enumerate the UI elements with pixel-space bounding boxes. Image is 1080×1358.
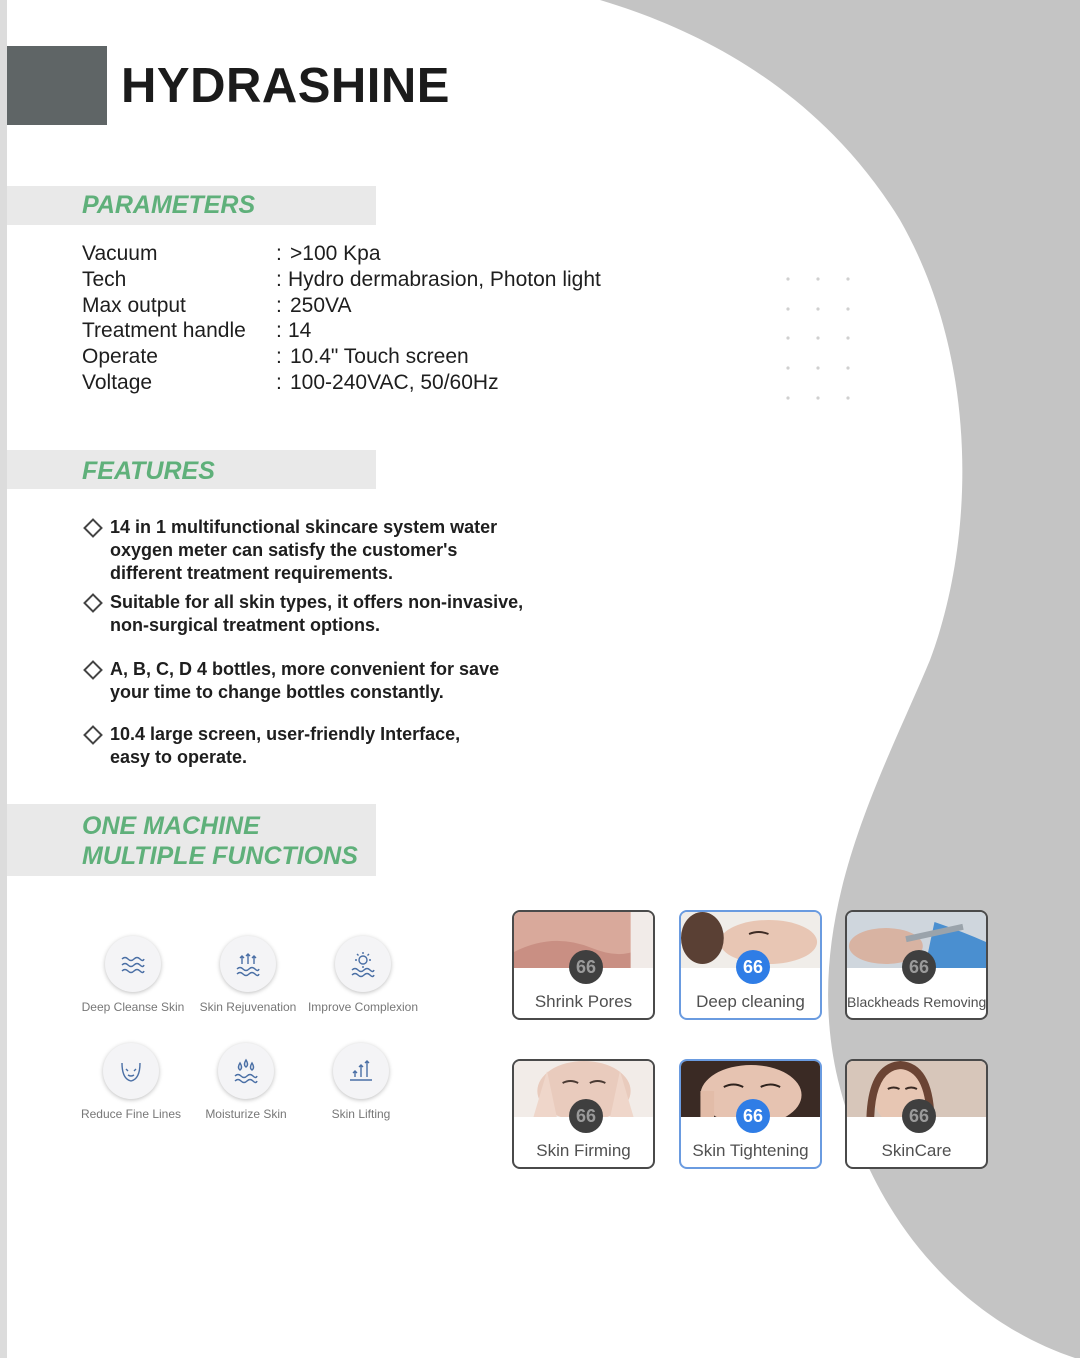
param-value: 10.4" Touch screen [290,345,469,368]
function-circle [218,1043,274,1099]
left-edge-strip [0,0,7,1358]
feature-text: 14 in 1 multifunctional skincare system water oxygen meter can satisfy the customer's different treatment requirements. [110,517,498,583]
param-value: 250VA [290,294,352,317]
waves-icon [119,950,147,978]
card-label: Shrink Pores [534,992,633,1011]
param-colon: : [276,242,282,265]
card-label: SkinCare [881,1141,952,1160]
card-label: Skin Firming [536,1141,631,1160]
quote-badge-icon: 66 [569,950,603,984]
title-block [7,46,107,125]
function-deep-cleanse [68,936,198,1014]
card-skin-firming [512,1059,655,1169]
function-circle [220,936,276,992]
card-label: Deep cleaning [696,992,805,1011]
param-label: Tech [82,268,127,291]
function-rejuvenation [183,936,313,1014]
function-label: Deep Cleanse Skin [81,1000,185,1014]
function-circle [105,936,161,992]
card-label: Blackheads Removing [847,994,987,1010]
card-deep-cleaning [679,910,822,1020]
page-title: HYDRASHINE [121,59,450,113]
quote-badge-icon: 66 [902,1099,936,1133]
function-complexion [298,936,428,1014]
card-shrink-pores [512,910,655,1020]
function-label: Improve Complexion [307,1000,419,1014]
features-heading: FEATURES [82,457,215,485]
param-colon: : [276,268,282,291]
card-label: Skin Tightening [692,1141,809,1160]
param-value: 100-240VAC, 50/60Hz [290,371,499,394]
function-circle [335,936,391,992]
param-label: Vacuum [82,242,158,265]
param-label: Operate [82,345,158,368]
quote-badge-icon: 66 [569,1099,603,1133]
face-icon [117,1057,145,1085]
rejuvenation-icon [234,950,262,978]
function-fine-lines [66,1043,196,1121]
card-blackheads-removing [845,910,988,1020]
parameters-heading: PARAMETERS [82,191,256,219]
param-value: 14 [288,319,312,342]
param-label: Voltage [82,371,153,394]
function-label: Reduce Fine Lines [80,1107,182,1121]
lifting-icon [347,1057,375,1085]
function-moisturize [181,1043,311,1121]
param-value: >100 Kpa [290,242,381,265]
feature-text: 10.4 large screen, user-friendly Interface, easy to operate. [110,724,461,767]
param-label: Treatment handle [82,319,246,342]
function-circle [103,1043,159,1099]
function-label: Skin Lifting [331,1107,391,1121]
param-colon: : [276,371,282,394]
param-value: Hydro dermabrasion, Photon light [288,268,601,291]
function-label: Moisturize Skin [205,1107,287,1121]
sun-icon [349,950,377,978]
feature-text: A, B, C, D 4 bottles, more convenient for save your time to change bottles constantly. [110,659,500,702]
function-circle [333,1043,389,1099]
quote-badge-icon: 66 [736,1099,770,1133]
param-colon: : [276,294,282,317]
card-skincare [845,1059,988,1169]
droplets-icon [232,1057,260,1085]
function-label: Skin Rejuvenation [199,1000,297,1014]
function-lifting [296,1043,426,1121]
param-colon: : [276,345,282,368]
functions-heading-line2: MULTIPLE FUNCTIONS [82,842,358,870]
dot-grid-decoration [782,274,862,404]
card-skin-tightening [679,1059,822,1169]
param-colon: : [276,319,282,342]
quote-badge-icon: 66 [736,950,770,984]
functions-heading-line1: ONE MACHINE [82,812,260,840]
feature-text: Suitable for all skin types, it offers non-invasive, non-surgical treatment options. [110,592,524,635]
quote-badge-icon: 66 [902,950,936,984]
param-label: Max output [82,294,186,317]
